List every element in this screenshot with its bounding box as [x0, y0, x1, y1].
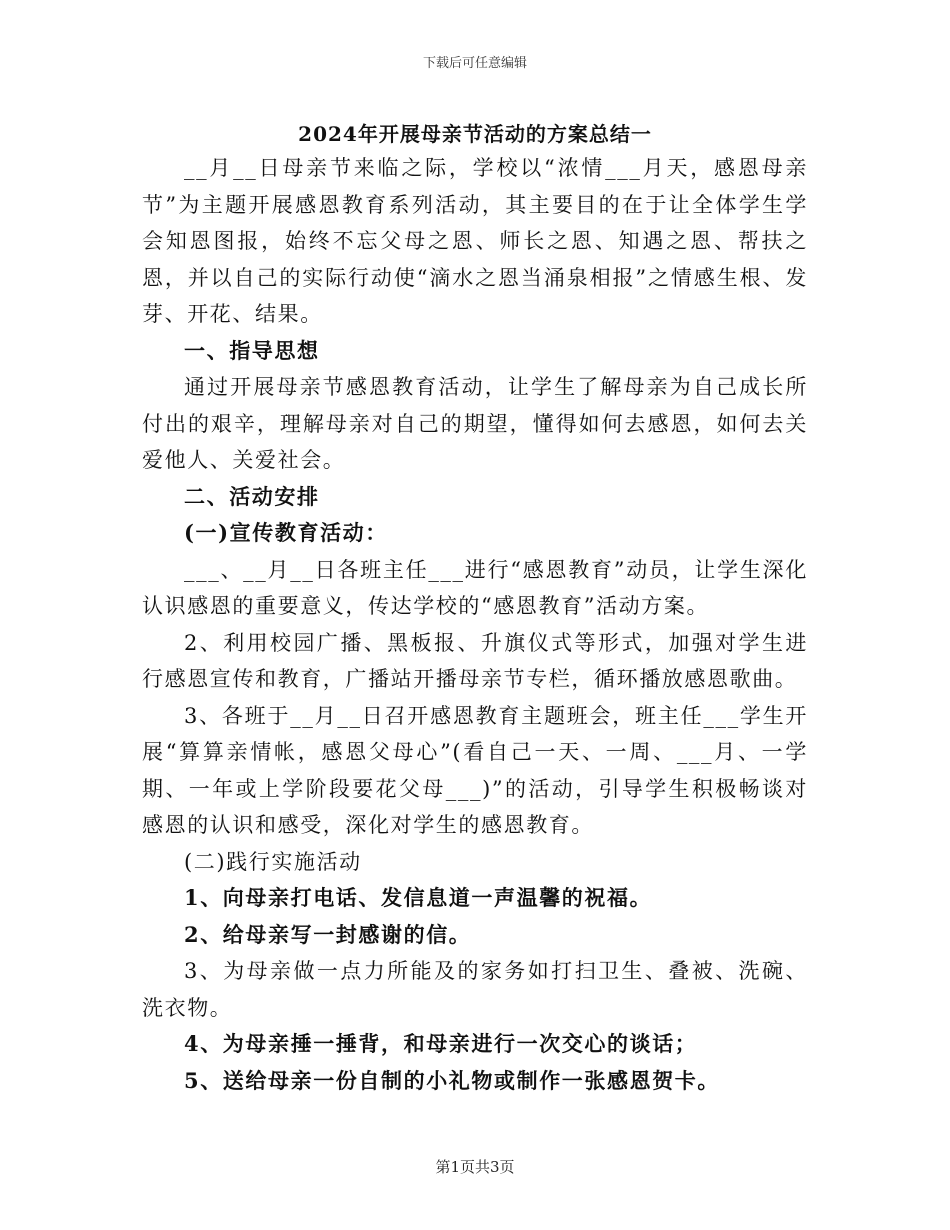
intro-paragraph: __月__日母亲节来临之际，学校以“浓情___月天，感恩母亲节”为主题开展感恩教育系列活动，其主要目的在于让全体学生学会知恩图报，始终不忘父母之恩、师长之恩、知遇之恩、帮扶之恩，并以自己的实际行动使“滴水之恩当涌泉相报”之情感生根、发芽、开花、结果。 [142, 156, 808, 326]
practice-item-2: 2、给母亲写一封感谢的信。 [184, 921, 472, 947]
page-number-footer: 第1页共3页 [435, 1158, 515, 1176]
practice-item-3: 3、为母亲做一点力所能及的家务如打扫卫生、叠被、洗碗、洗衣物。 [142, 959, 808, 1020]
publicity-item-3: 3、各班于__月__日召开感恩教育主题班会，班主任___学生开展“算算亲情帐，感恩父母心”(看自己一天、一周、___月、一学期、一年或上学阶段要花父母___)”的活动，引导学生积极畅谈对感恩的认识和感受，深化对学生的感恩教育。 [142, 703, 808, 837]
section-heading-guiding-thought: 一、指导思想 [184, 337, 320, 363]
document-title: 2024年开展母亲节活动的方案总结一 [298, 122, 652, 146]
document-body [142, 150, 808, 1099]
practice-item-1: 1、向母亲打电话、发信息道一声温馨的祝福。 [184, 885, 653, 910]
header-note: 下载后可任意编辑 [422, 56, 527, 71]
subsection-heading-publicity: (一)宣传教育活动： [184, 520, 388, 545]
practice-item-5: 5、送给母亲一份自制的小礼物或制作一张感恩贺卡。 [184, 1067, 721, 1093]
section-heading-activity-arrangement: 二、活动安排 [184, 483, 320, 509]
subsection-heading-practice: (二)践行实施活动 [184, 849, 362, 874]
practice-item-4: 4、为母亲捶一捶背，和母亲进行一次交心的谈话； [184, 1031, 698, 1056]
publicity-item-2: 2、利用校园广播、黑板报、升旗仪式等形式，加强对学生进行感恩宣传和教育，广播站开播母亲节专栏，循环播放感恩歌曲。 [142, 630, 808, 691]
guiding-thought-paragraph: 通过开展母亲节感恩教育活动，让学生了解母亲为自己成长所付出的艰辛，理解母亲对自己的期望，懂得如何去感恩，如何去关爱他人、关爱社会。 [142, 375, 808, 472]
publicity-item-1: ___、__月__日各班主任___进行“感恩教育”动员，让学生深化认识感恩的重要意义，传达学校的“感恩教育”活动方案。 [142, 557, 808, 618]
